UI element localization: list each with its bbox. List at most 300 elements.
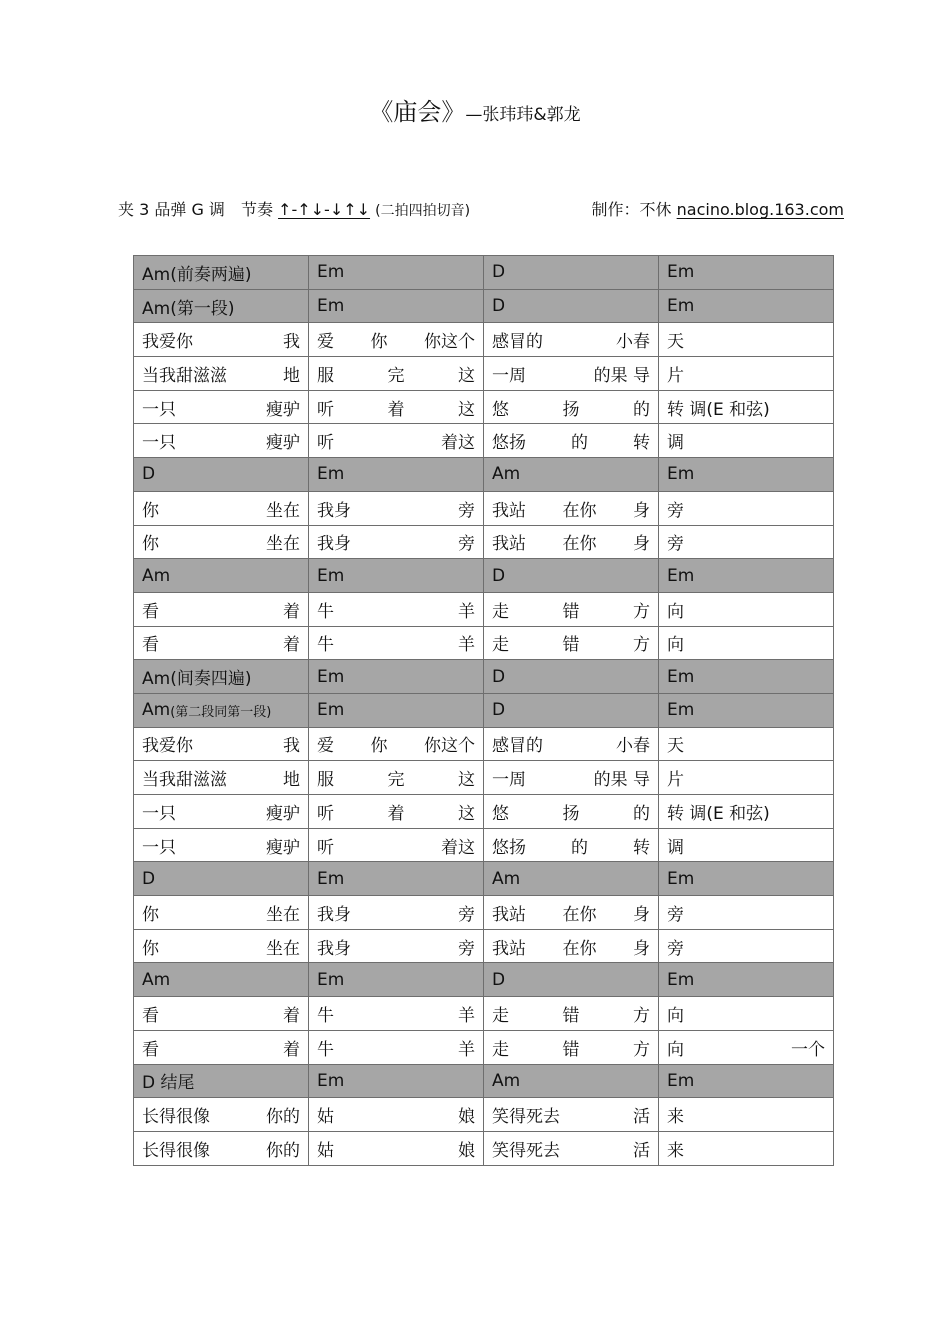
cell-content [142, 327, 300, 352]
lyric-fragment: 错 [562, 601, 580, 622]
lyric-fragment: 羊 [458, 1005, 475, 1026]
lyric-cell [134, 592, 309, 626]
lyric-fragment: 牛 [317, 635, 334, 656]
cell-content [492, 428, 650, 453]
lyric-cell [134, 390, 309, 424]
lyric-cell [484, 491, 659, 525]
cell-content [317, 1102, 475, 1127]
chord-row [134, 1064, 834, 1098]
lyric-cell [659, 828, 834, 862]
lyric-fragment: 感冒的 [492, 332, 543, 353]
lyric-row [134, 357, 834, 391]
lyric-fragment: 在你 [562, 500, 597, 521]
lyric-cell [134, 1030, 309, 1064]
lyric-fragment: 看 [142, 1005, 159, 1026]
lyric-cell [484, 390, 659, 424]
blog-link[interactable]: nacino.blog.163.com [676, 200, 844, 219]
lyric-cell [659, 997, 834, 1031]
chord-name: Em [317, 296, 345, 317]
lyric-fragment: 旁 [458, 904, 475, 925]
cell-content [492, 464, 650, 484]
lyric-fragment: 这 [458, 399, 475, 420]
chord-cell [484, 559, 659, 593]
lyric-fragment: 坐在 [266, 904, 300, 925]
lyric-fragment: 我站 [492, 534, 526, 555]
lyric-fragment: 错 [562, 635, 580, 656]
rhythm-label: 节奏 [240, 200, 273, 219]
cell-content [667, 496, 825, 521]
cell-content [667, 428, 825, 453]
cell-content [317, 1001, 475, 1026]
lyric-fragment: 在你 [562, 938, 597, 959]
cell-content [667, 296, 825, 316]
lyric-cell [659, 1131, 834, 1165]
lyric-row [134, 1131, 834, 1165]
lyric-fragment: 片 [667, 770, 684, 791]
cell-content [317, 597, 475, 622]
lyric-fragment: 向 [667, 1005, 684, 1026]
lyric-cell [309, 896, 484, 930]
lyric-fragment: 爱 [317, 736, 334, 757]
cell-content [492, 970, 650, 990]
chord-row [134, 458, 834, 492]
lyric-cell [484, 795, 659, 829]
lyric-fragment: 羊 [458, 601, 475, 622]
cell-content [492, 833, 650, 858]
cell-content [492, 327, 650, 352]
cell-content [142, 395, 300, 420]
chord-cell [309, 559, 484, 593]
lyric-fragment: 悠扬 [492, 837, 526, 858]
cell-content [317, 900, 475, 925]
lyric-fragment: 在你 [562, 534, 597, 555]
lyric-fragment: 悠 [492, 399, 509, 420]
cell-content [667, 731, 825, 756]
lyric-fragment: 我身 [317, 500, 351, 521]
lyric-fragment: 瘦驴 [266, 803, 300, 824]
chord-cell [484, 256, 659, 290]
chord-cell [484, 862, 659, 896]
chord-name: Am(前奏两遍) [142, 264, 252, 285]
chord-cell [134, 458, 309, 492]
cell-content [317, 327, 475, 352]
cell-content [492, 361, 650, 386]
chord-cell [484, 458, 659, 492]
lyric-fragment: 着 [283, 601, 300, 622]
cell-content [492, 597, 650, 622]
song-info-line [118, 197, 844, 223]
lyric-fragment: 羊 [458, 1039, 475, 1060]
lyric-fragment: 我爱你 [142, 332, 193, 353]
lyric-fragment: 旁 [667, 938, 684, 959]
cell-content [667, 566, 825, 586]
lyric-fragment: 来 [667, 1140, 684, 1161]
chord-row [134, 862, 834, 896]
chord-name: Em [667, 868, 695, 889]
lyric-fragment: 羊 [458, 635, 475, 656]
lyric-cell [659, 896, 834, 930]
cell-content [667, 1071, 825, 1091]
cell-content [492, 1136, 650, 1161]
chord-name: Em [667, 296, 695, 317]
cell-content [667, 361, 825, 386]
lyric-fragment: 的 [571, 837, 588, 858]
chord-name: Em [667, 565, 695, 586]
lyric-fragment: 旁 [458, 500, 475, 521]
lyric-fragment: 完 [387, 770, 405, 791]
lyric-cell [659, 795, 834, 829]
cell-content [667, 1136, 825, 1161]
lyric-cell [134, 323, 309, 357]
song-title-main: 《庙会》 [369, 98, 466, 126]
lyric-fragment: 身 [633, 904, 650, 925]
cell-content [667, 833, 825, 858]
lyric-row [134, 1098, 834, 1132]
lyric-fragment: 笑得死去 [492, 1140, 560, 1161]
cell-content [492, 934, 650, 959]
lyric-cell [134, 1098, 309, 1132]
chord-name: Em [667, 666, 695, 687]
chord-lyric-table-body [134, 256, 834, 1166]
chord-name: D [492, 969, 506, 990]
lyric-fragment: 你 [142, 500, 159, 521]
lyric-fragment: 小春 [616, 332, 650, 353]
cell-content [317, 667, 475, 687]
cell-content [142, 260, 300, 285]
lyric-fragment: 旁 [458, 938, 475, 959]
lyric-fragment: 错 [562, 1005, 580, 1026]
lyric-cell [484, 929, 659, 963]
lyric-row [134, 795, 834, 829]
lyric-fragment: 瘦驴 [266, 433, 300, 454]
cell-content [667, 667, 825, 687]
cell-content [667, 529, 825, 554]
chord-cell [134, 559, 309, 593]
chord-cell [134, 660, 309, 694]
cell-content [667, 464, 825, 484]
lyric-fragment: 当我甜滋滋 [142, 770, 227, 791]
cell-content [142, 900, 300, 925]
lyric-fragment: 走 [492, 601, 509, 622]
cell-content [667, 630, 825, 655]
lyric-fragment: 一只 [142, 433, 176, 454]
song-artist: —张玮玮&郭龙 [465, 105, 581, 125]
cell-content [492, 869, 650, 889]
lyric-fragment: 身 [633, 500, 650, 521]
chord-cell [659, 862, 834, 896]
lyric-cell [134, 795, 309, 829]
lyric-fragment: 听 [317, 837, 334, 858]
lyric-fragment: 方 [633, 1039, 650, 1060]
chord-name: Am [142, 969, 171, 990]
chord-cell [484, 289, 659, 323]
chord-cell [134, 1064, 309, 1098]
chord-cell [484, 693, 659, 727]
cell-content [492, 496, 650, 521]
cell-content [492, 1001, 650, 1026]
lyric-cell [659, 390, 834, 424]
cell-content [142, 597, 300, 622]
cell-content [142, 765, 300, 790]
lyric-cell [309, 1098, 484, 1132]
lyric-cell [309, 929, 484, 963]
lyric-fragment: 我站 [492, 500, 526, 521]
cell-content [142, 630, 300, 655]
lyric-fragment: 旁 [667, 904, 684, 925]
lyric-fragment: 旁 [667, 534, 684, 555]
lyric-fragment: 看 [142, 1039, 159, 1060]
lyric-fragment: 转 [633, 433, 650, 454]
lyric-fragment: 走 [492, 1005, 509, 1026]
cell-content [317, 262, 475, 282]
cell-content [317, 496, 475, 521]
lyric-fragment: 着这 [441, 433, 475, 454]
chord-name: D [142, 464, 156, 485]
chord-name: Em [317, 700, 345, 721]
lyric-cell [309, 491, 484, 525]
lyric-fragment: 活 [633, 1140, 650, 1161]
lyric-fragment: 方 [633, 635, 650, 656]
lyric-cell [309, 592, 484, 626]
lyric-fragment: 你 [370, 332, 388, 353]
lyric-fragment: 扬 [562, 399, 580, 420]
rhythm-note: (二拍四拍切音) [375, 203, 471, 219]
cell-content [492, 765, 650, 790]
lyric-row [134, 626, 834, 660]
cell-content [142, 1068, 300, 1093]
chord-cell [659, 1064, 834, 1098]
chord-name: Am [142, 565, 171, 586]
lyric-fragment: 姑 [317, 1107, 334, 1128]
lyric-fragment: 我身 [317, 904, 351, 925]
lyric-fragment: 向 [667, 1039, 684, 1060]
lyric-fragment: 悠扬 [492, 433, 526, 454]
chord-name: Em [667, 1070, 695, 1091]
lyric-fragment: 走 [492, 1039, 509, 1060]
cell-content [492, 296, 650, 316]
cell-content [142, 1035, 300, 1060]
lyric-fragment: 瘦驴 [266, 399, 300, 420]
lyric-fragment: 你 [142, 938, 159, 959]
chord-cell [134, 862, 309, 896]
cell-content [142, 970, 300, 990]
lyric-fragment: 来 [667, 1107, 684, 1128]
lyric-fragment: 在你 [562, 904, 597, 925]
lyric-fragment: 服 [317, 365, 334, 386]
chord-lyric-table [133, 255, 834, 1166]
cell-content [317, 630, 475, 655]
lyric-cell [659, 357, 834, 391]
lyric-cell [484, 357, 659, 391]
cell-content [667, 327, 825, 352]
chord-cell [484, 963, 659, 997]
chord-name: Em [667, 969, 695, 990]
chord-row [134, 256, 834, 290]
cell-content [317, 970, 475, 990]
chord-cell [309, 458, 484, 492]
lyric-cell [134, 761, 309, 795]
author: 制作：不休 [591, 200, 672, 219]
rhythm-pattern: ↑-↑↓-↓↑↓ [278, 200, 371, 219]
lyric-fragment: 牛 [317, 601, 334, 622]
lyric-cell [134, 896, 309, 930]
lyric-fragment: 服 [317, 770, 334, 791]
cell-content [317, 428, 475, 453]
chord-name: D [492, 296, 506, 317]
lyric-fragment: 瘦驴 [266, 837, 300, 858]
lyric-fragment: 牛 [317, 1039, 334, 1060]
chord-cell [659, 289, 834, 323]
lyric-cell [309, 795, 484, 829]
cell-content [492, 700, 650, 720]
chord-cell [659, 660, 834, 694]
lyric-fragment: 调 [667, 837, 684, 858]
cell-content [142, 529, 300, 554]
lyric-cell [484, 997, 659, 1031]
lyric-cell [484, 1098, 659, 1132]
lyric-fragment: 方 [633, 601, 650, 622]
lyric-fragment: 我站 [492, 904, 526, 925]
lyric-fragment: 你 [370, 736, 388, 757]
lyric-fragment: 着 [387, 803, 405, 824]
lyric-cell [659, 1098, 834, 1132]
lyric-fragment: 身 [633, 938, 650, 959]
chord-name: Am [492, 868, 521, 889]
cell-content [492, 667, 650, 687]
cell-content [492, 1071, 650, 1091]
cell-content [317, 869, 475, 889]
lyric-fragment: 错 [562, 1039, 580, 1060]
lyric-fragment: 你这个 [424, 332, 475, 353]
cell-content [667, 262, 825, 282]
chord-cell [134, 256, 309, 290]
chord-name: D [492, 666, 506, 687]
lyric-fragment: 听 [317, 399, 334, 420]
cell-content [317, 361, 475, 386]
lyric-fragment: 着 [283, 635, 300, 656]
lyric-cell [659, 491, 834, 525]
cell-content [142, 869, 300, 889]
song-title [0, 92, 950, 127]
lyric-fragment: 看 [142, 635, 159, 656]
chord-cell [659, 458, 834, 492]
lyric-fragment: 完 [387, 365, 405, 386]
lyric-fragment: 悠 [492, 803, 509, 824]
lyric-fragment: 姑 [317, 1140, 334, 1161]
cell-content [142, 833, 300, 858]
chord-name: Em [667, 464, 695, 485]
lyric-fragment: 小春 [616, 736, 650, 757]
lyric-fragment: 的 [633, 399, 650, 420]
lyric-fragment: 这 [458, 803, 475, 824]
lyric-fragment: 你 [142, 534, 159, 555]
lyric-cell [309, 323, 484, 357]
lyric-fragment: 的 [633, 803, 650, 824]
chord-cell [484, 660, 659, 694]
lyric-cell [309, 828, 484, 862]
lyric-cell [484, 323, 659, 357]
lyric-fragment: 娘 [458, 1107, 475, 1128]
lyric-fragment: 感冒的 [492, 736, 543, 757]
lyric-fragment: 身 [633, 534, 650, 555]
lyric-row [134, 390, 834, 424]
lyric-fragment: 这 [458, 770, 475, 791]
lyric-cell [484, 1030, 659, 1064]
lyric-cell [134, 525, 309, 559]
lyric-cell [134, 828, 309, 862]
chord-row [134, 963, 834, 997]
cell-content [142, 496, 300, 521]
lyric-cell [659, 727, 834, 761]
cell-content [317, 529, 475, 554]
lyric-fragment: 娘 [458, 1140, 475, 1161]
cell-content [667, 799, 825, 824]
lyric-cell [309, 357, 484, 391]
cell-content [142, 566, 300, 586]
lyric-row [134, 424, 834, 458]
lyric-row [134, 323, 834, 357]
chord-name: Em [667, 262, 695, 283]
chord-name: Em [317, 262, 345, 283]
lyric-cell [309, 626, 484, 660]
chord-cell [134, 693, 309, 727]
cell-content [492, 395, 650, 420]
cell-content [142, 664, 300, 689]
cell-content [317, 799, 475, 824]
chord-row [134, 559, 834, 593]
lyric-fragment: 坐在 [266, 500, 300, 521]
lyric-fragment: 一只 [142, 399, 176, 420]
lyric-fragment: 爱 [317, 332, 334, 353]
lyric-cell [659, 761, 834, 795]
lyric-fragment: 我 [283, 736, 300, 757]
cell-content [317, 833, 475, 858]
chord-cell [309, 862, 484, 896]
capo-key: 夹 3 品弹 G 调 [118, 200, 225, 219]
cell-content [317, 765, 475, 790]
lyric-fragment: 一个 [791, 1039, 825, 1060]
lyric-cell [309, 390, 484, 424]
lyric-row [134, 828, 834, 862]
lyric-cell [659, 592, 834, 626]
cell-content [667, 970, 825, 990]
lyric-cell [134, 491, 309, 525]
lyric-fragment: 听 [317, 433, 334, 454]
cell-content [317, 296, 475, 316]
chord-name: Am [142, 700, 171, 721]
cell-content [317, 1035, 475, 1060]
lyric-fragment: 听 [317, 803, 334, 824]
lyric-cell [484, 1131, 659, 1165]
lyric-row [134, 997, 834, 1031]
lyric-fragment: 坐在 [266, 938, 300, 959]
lyric-fragment: 你的 [266, 1140, 300, 1161]
cell-content [492, 731, 650, 756]
chord-name: D [492, 262, 506, 283]
lyric-cell [484, 828, 659, 862]
lyric-cell [309, 525, 484, 559]
lyric-fragment: 的 [571, 433, 588, 454]
chord-cell [309, 289, 484, 323]
lyric-row [134, 929, 834, 963]
lyric-row [134, 592, 834, 626]
lyric-cell [309, 1030, 484, 1064]
chord-cell [659, 693, 834, 727]
chord-row [134, 693, 834, 727]
lyric-fragment: 一周 [492, 365, 526, 386]
cell-content [492, 1035, 650, 1060]
chord-cell [484, 1064, 659, 1098]
